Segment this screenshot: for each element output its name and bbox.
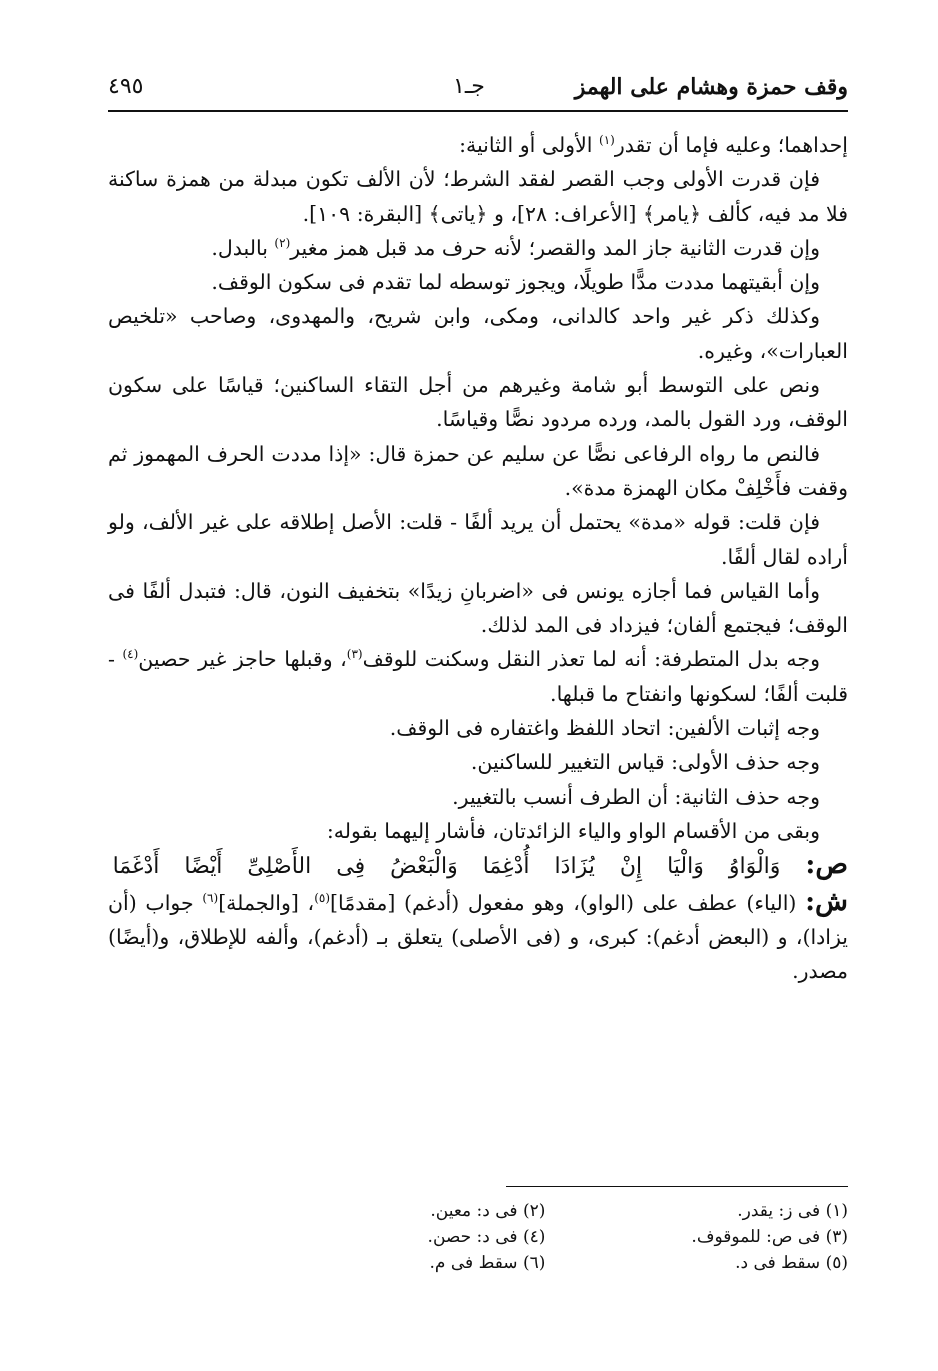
paragraph: وجه حذف الأولى: قياس التغيير للساكنين. xyxy=(470,750,820,775)
paragraph: وجه بدل المتطرفة: أنه لما تعذر النقل وسكنت للوقف$^{(٣)}$، وقبلها حاجز غير حصين$^{(٤)}$ - قلبت ألفًا؛ لسكونها وانفتاح ما قبلها. xyxy=(108,647,848,706)
paragraph: فإن قدرت الأولى وجب القصر لفقد الشرط؛ لأن الألف تكون مبدلة من همزة ساكنة فلا مد فيه، كألف ﴿يامر﴾ [الأعراف: ٢٨]، و ﴿ياتى﴾ [البقرة: ١٠٩]. xyxy=(108,167,848,226)
footnote-ref: (٢) xyxy=(274,236,291,251)
footnote-rule xyxy=(506,1186,848,1187)
footnotes xyxy=(300,1198,848,1276)
paragraph: وأما القياس فما أجازه يونس فى «اضربانِ زيدًا» بتخفيف النون، قال: فتبدل ألفًا فى الوقف؛ فيجتمع ألفان؛ فيزداد فى المد لذلك. xyxy=(108,578,848,638)
main-text xyxy=(108,128,848,988)
page-number: ٤٩٥ xyxy=(108,74,144,99)
paragraph: وإن أبقيتهما مددت مدًّا طويلًا، ويجوز توسطه لما تقدم فى سكون الوقف. xyxy=(211,270,820,295)
paragraph: وجه حذف الثانية: أن الطرف أنسب بالتغيير. xyxy=(452,784,820,809)
paragraph: فإن قلت: قوله «مدة» يحتمل أن يريد ألفًا - قلت: الأصل إطلاقه على غير الألف، ولو أراده لقال ألفًا. xyxy=(108,510,848,569)
footnote-row xyxy=(300,1198,848,1224)
footnote-row xyxy=(300,1250,848,1276)
verse-line xyxy=(108,848,848,884)
footnote-ref: (٣) xyxy=(346,647,363,662)
commentary-paragraph: ش: (الياء) عطف على (الواو)، وهو مفعول (أدغم) [مقدمًا]$^{(٥)}$، [والجملة]$^{(٦)}$ جواب (أن يزادا)، و (البعض أدغم): كبرى، و (فى الأصلى) يتعلق بـ (أدغم)، وألفه للإطلاق، و(أيضًا) مصدر. xyxy=(108,885,848,984)
chapter-title: وقف حمزة وهشام على الهمز xyxy=(574,74,848,100)
commentary-marker: ش: xyxy=(805,885,848,917)
volume-label: جـ١ xyxy=(453,74,485,99)
paragraph: وبقى من الأقسام الواو والياء الزائدتان، فأشار إليهما بقوله: xyxy=(326,818,820,843)
footnote-ref: (١) xyxy=(599,133,615,148)
footnote: (٥) سقط فى د. xyxy=(735,1253,848,1273)
paragraph: وجه إثبات الألفين: اتحاد اللفظ واغتفاره فى الوقف. xyxy=(389,716,820,741)
verse-text: وَالْوَاوُ وَالْيَا إِنْ يُزَادَا أُدْغِمَا وَالْبَعْضُ فِى الأَصْلِىِّ أَيْضًا أَدْغَمَا xyxy=(112,854,806,880)
verse-marker: ص: xyxy=(805,849,848,881)
footnote-ref: (٤) xyxy=(122,647,139,662)
running-header xyxy=(108,70,848,110)
paragraph: ونص على التوسط أبو شامة وغيرهم من أجل التقاء الساكنين؛ قياسًا على سكون الوقف، ورد القول بالمد، ورده مردود نصًّا وقياسًا. xyxy=(108,373,848,432)
footnote-row xyxy=(300,1224,848,1250)
paragraph: وإن قدرت الثانية جاز المد والقصر؛ لأنه حرف مد قبل همز مغير$^{(٢)}$ بالبدل. xyxy=(211,235,820,260)
header-rule xyxy=(108,110,848,112)
paragraph: إحداهما؛ وعليه فإما أن تقدر$^{(١)}$ الأولى أو الثانية: xyxy=(459,133,848,157)
paragraph: فالنص ما رواه الرفاعى نصًّا عن سليم عن حمزة قال: «إذا مددت الحرف المهموز ثم وقفت فأَخْلِفْ مكان الهمزة مدة». xyxy=(108,441,848,500)
paragraph: وكذلك ذكر غير واحد كالدانى، ومكى، وابن شريح، والمهدوى، وصاحب «تلخيص العبارات»، وغيره. xyxy=(108,304,848,363)
footnote-ref: (٦) xyxy=(202,890,219,905)
footnote: (٤) فى د: حصن. xyxy=(427,1227,546,1247)
footnote: (١) فى ز: يقدر. xyxy=(737,1201,848,1221)
footnote-ref: (٥) xyxy=(314,890,331,905)
footnote: (٣) فى ص: للموقوف. xyxy=(691,1227,848,1247)
footnote: (٢) فى د: معين. xyxy=(430,1201,546,1221)
footnote: (٦) سقط فى م. xyxy=(429,1253,546,1273)
